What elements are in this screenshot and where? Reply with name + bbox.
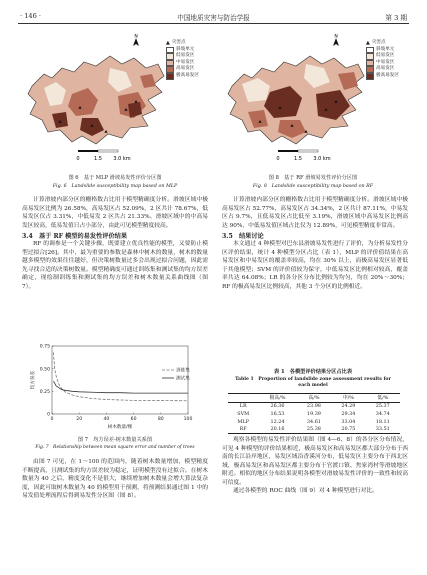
left-paragraph-1: 计算滑坡内部分区的栅格数占比用于模型精确度分析。滑坡区域中极高易发区比例为 26.58%，高易发区占 52.09%，2 区共计 78.67%，低易发区仅占 3.31%，中低易发 2 区共占 21.33%。滑坡区域中的中高易发区较高，低易发值只占小部分，由此可见模型精度较高。 <box>22 197 208 229</box>
table-cell: MLP <box>237 418 249 425</box>
study-area-polygon <box>28 56 164 144</box>
table-cell: 26.36 <box>270 403 285 410</box>
table-cell: RF <box>239 426 247 433</box>
medium-zone-swatch <box>166 60 174 67</box>
table-header-cell: 低/% <box>377 395 389 402</box>
table-cell: 29.34 <box>341 410 356 417</box>
table-row <box>228 410 400 418</box>
fig7-chart <box>22 340 208 434</box>
y-tick-label: 0.25 <box>39 389 50 395</box>
legend-item: ▲ 灾害点 <box>366 40 386 46</box>
x-tick-label: 100 <box>183 417 193 422</box>
fig7-caption-en: Fig. 7 Relationship between mean square error and number of trees <box>35 445 195 450</box>
svg-text:1.5: 1.5 <box>94 156 102 162</box>
triangle-icon: ▲ <box>166 40 170 46</box>
legend-item: ▲ 灾害点 <box>166 40 186 46</box>
x-tick-label: 40 <box>103 417 110 422</box>
chart-legend <box>162 367 190 382</box>
svg-text:N: N <box>134 34 138 40</box>
table-cell: 25.38 <box>306 426 321 433</box>
triangle-icon: ▲ <box>366 40 370 46</box>
table-row <box>228 402 400 410</box>
y-tick-label: 0.75 <box>39 344 50 350</box>
legend-item: 高易发区 <box>166 66 199 73</box>
table-header-cell <box>228 394 258 403</box>
right-paragraph-1: 计算滑坡内部分区的栅格数占比用于模型精确度分析。滑坡区域中极高易发区占 52.77%，高易发区占 34.34%，2 区共计 87.11%，中易发区占 9.7%，且低易发区占比低至 3.19%，滑坡区域中高易发区比例高达 90%，中低易发值区域占比仅为 12.89%，可见模型精度非常高。 <box>222 197 408 229</box>
table-cell: 18.11 <box>375 418 390 425</box>
issue-label: 第 3 期 <box>385 14 407 22</box>
series-line-test <box>53 381 188 393</box>
legend-item: 斜坡单元 <box>366 47 399 54</box>
y-tick-label: 0 <box>47 412 50 418</box>
svg-text:N: N <box>334 34 338 40</box>
legend-label: 测试集 <box>176 376 190 382</box>
chart-axes <box>29 344 192 430</box>
x-tick-label: 20 <box>76 417 83 422</box>
legend-label: 训练集 <box>176 368 190 374</box>
north-arrow <box>133 34 139 47</box>
very-high-zone-swatch <box>366 73 374 80</box>
chart-series <box>53 352 188 400</box>
legend-item: 中易发区 <box>366 60 399 67</box>
right-paragraph-2: 本文通过 4 种模型对巴东县滑坡易发性进行了评价，为分析易发性分区评价结果，统计 4 种模型分区占比（表 1），MLP 的评价值结果在高易发区和中易发区的覆盖率较高，均在 30% 以上，而极高易发区显著低于其他模型；SVM 的评价值较为保守，中低易发区比例相对较高，覆盖率共达 64.08%；LR 的各分区分布比例较为均匀，均在 20%～30%；RF 的极高易发区比例较高，其他 3 个分区的比例相近。 <box>222 241 408 290</box>
table-header-cell: 高/% <box>308 395 320 402</box>
north-arrow <box>333 34 339 47</box>
scale-bar <box>76 150 130 162</box>
table-cell: 20.16 <box>270 426 285 433</box>
slope-unit-swatch <box>166 47 174 54</box>
table-cell: 16.53 <box>270 410 285 417</box>
table-row <box>228 425 400 433</box>
svg-text:1.5: 1.5 <box>294 156 302 162</box>
table-cell: 20.75 <box>341 426 356 433</box>
header-rule <box>18 23 409 24</box>
section-3-4-heading: 3.4 基于 RF 模型的易发性评价结果 <box>22 233 128 241</box>
legend-item: 极高易发区 <box>166 73 199 80</box>
x-tick-label: 60 <box>130 417 137 422</box>
right-paragraph-3: 观察各模型的易发性评价结果图（图 4—6、8）的各分区分布情况，可见 4 种模型的评价结果相近，极高易发区和高易发区都大部分分布于西南的长江沿岸地区，易发区域沿香溪河分布，低易发区主要分布于西北区域，极高易发区和高易发区都主要分布于官渡口镇、焦家湾村等滑坡地区附近。相似的地区分布结果说明各模型对滑坡易发性评价的一致性和较高可信度。 <box>222 437 408 486</box>
left-paragraph-3: 由图 7 可见，在 1～100 的范围内，随着树木数量增加，模型精度不断提高，且测试集的均方误差较为稳定，证明模型没有过拟合。在树木数量为 40 之后，精度变化不是很大，继续增加树木数量会增大算法复杂度，因此可取树木数量为 40 的模型用于预测，将预测结果通过图 1 中的易发值处理流程后得到易发性分区图（图 8）。 <box>22 459 208 500</box>
legend-item: 极高易发区 <box>366 73 399 80</box>
svg-text:3.0 km: 3.0 km <box>113 156 131 162</box>
svg-text:3.0 km: 3.0 km <box>313 156 331 162</box>
table-header-cell: 极高/% <box>269 395 286 402</box>
x-tick-label: 0 <box>50 417 54 422</box>
slope-unit-swatch <box>366 47 374 54</box>
fig7-caption-cn: 图 7 均方误差-树木数量关系图 <box>77 437 153 443</box>
table-cell: 33.04 <box>341 418 356 425</box>
low-zone-swatch <box>166 53 174 60</box>
table-header-cell: 中/% <box>342 395 354 402</box>
fig6-caption-cn: 图 6 基于 MLP 滑坡易发性评价分区图 <box>68 175 162 181</box>
table-row <box>228 418 400 426</box>
legend-item: 中易发区 <box>166 60 199 67</box>
high-zone-swatch <box>166 66 174 73</box>
study-area-polygon <box>228 56 364 144</box>
table-cell: 34.74 <box>375 410 390 417</box>
legend-item: 低易发区 <box>166 53 199 60</box>
table-header-row <box>228 394 400 403</box>
table-cell: 23.98 <box>306 403 321 410</box>
table-cell: 33.51 <box>375 426 390 433</box>
left-paragraph-2: RF 的调参是一个关键步骤，既要建立优良性能的模型，又要防止模型过拟合[26]。其中，最为重要的参数是森林中树木的数量，树木的数量越多模型的效果往往越好，但决策树数量过多会出现过拟合问题，因此需先寻找合适的决策树数量。模型精确度可通过训练集和测试集的均方误差确定，现绘制训练集和测试集的均方误差和树木数量关系曲线图（图 7）。 <box>22 241 208 290</box>
legend-item: 高易发区 <box>366 66 399 73</box>
high-zone-swatch <box>366 66 374 73</box>
legend-item: 低易发区 <box>366 53 399 60</box>
table1 <box>228 393 400 434</box>
section-3-5-heading: 3.5 结果讨论 <box>222 233 264 241</box>
svg-text:0: 0 <box>76 156 80 162</box>
fig6-legend <box>166 40 199 80</box>
fig8-legend <box>366 40 399 80</box>
legend-item: 斜坡单元 <box>166 47 199 54</box>
table-cell: SVM <box>237 410 250 417</box>
svg-text:0: 0 <box>276 156 280 162</box>
plot-frame <box>52 346 188 414</box>
y-axis-label: 均方误差 <box>31 370 36 390</box>
medium-zone-swatch <box>366 60 374 67</box>
fig8-caption-en: Fig. 8 Landslide susceptibility map based on RF <box>252 184 374 189</box>
low-zone-swatch <box>366 53 374 60</box>
table1-caption-en-2: each model <box>298 383 328 388</box>
page-number: · 146 · <box>20 12 41 20</box>
x-tick-label: 80 <box>157 417 164 422</box>
table-cell: 25.37 <box>375 403 390 410</box>
table-cell: 34.61 <box>306 418 321 425</box>
very-high-zone-swatch <box>166 73 174 80</box>
table-cell: 19.39 <box>306 410 321 417</box>
right-paragraph-4: 通过各模型的 ROC 曲线（图 9）对 4 种模型进行对比。 <box>233 488 378 495</box>
fig6-caption-en: Fig. 6 Landslide susceptibility map based on MLP <box>52 184 178 189</box>
y-tick-label: 0.50 <box>39 367 50 373</box>
journal-name: 中国地质灾害与防治学报 <box>177 14 250 22</box>
x-axis-label: 树木数量/棵 <box>107 425 133 430</box>
table-cell: 24.29 <box>341 403 356 410</box>
fig8-caption-cn: 图 8 基于 RF 滑坡易发性评价分区图 <box>268 175 358 181</box>
table1-caption-cn: 表 1 各模型评价结果分区占比表 <box>273 369 353 375</box>
table1-caption-en-1: Table 1 Proportion of landslide zone assessment results for <box>235 377 391 382</box>
table-cell: LR <box>239 403 247 410</box>
scale-bar <box>276 150 330 162</box>
table-cell: 12.24 <box>270 418 285 425</box>
